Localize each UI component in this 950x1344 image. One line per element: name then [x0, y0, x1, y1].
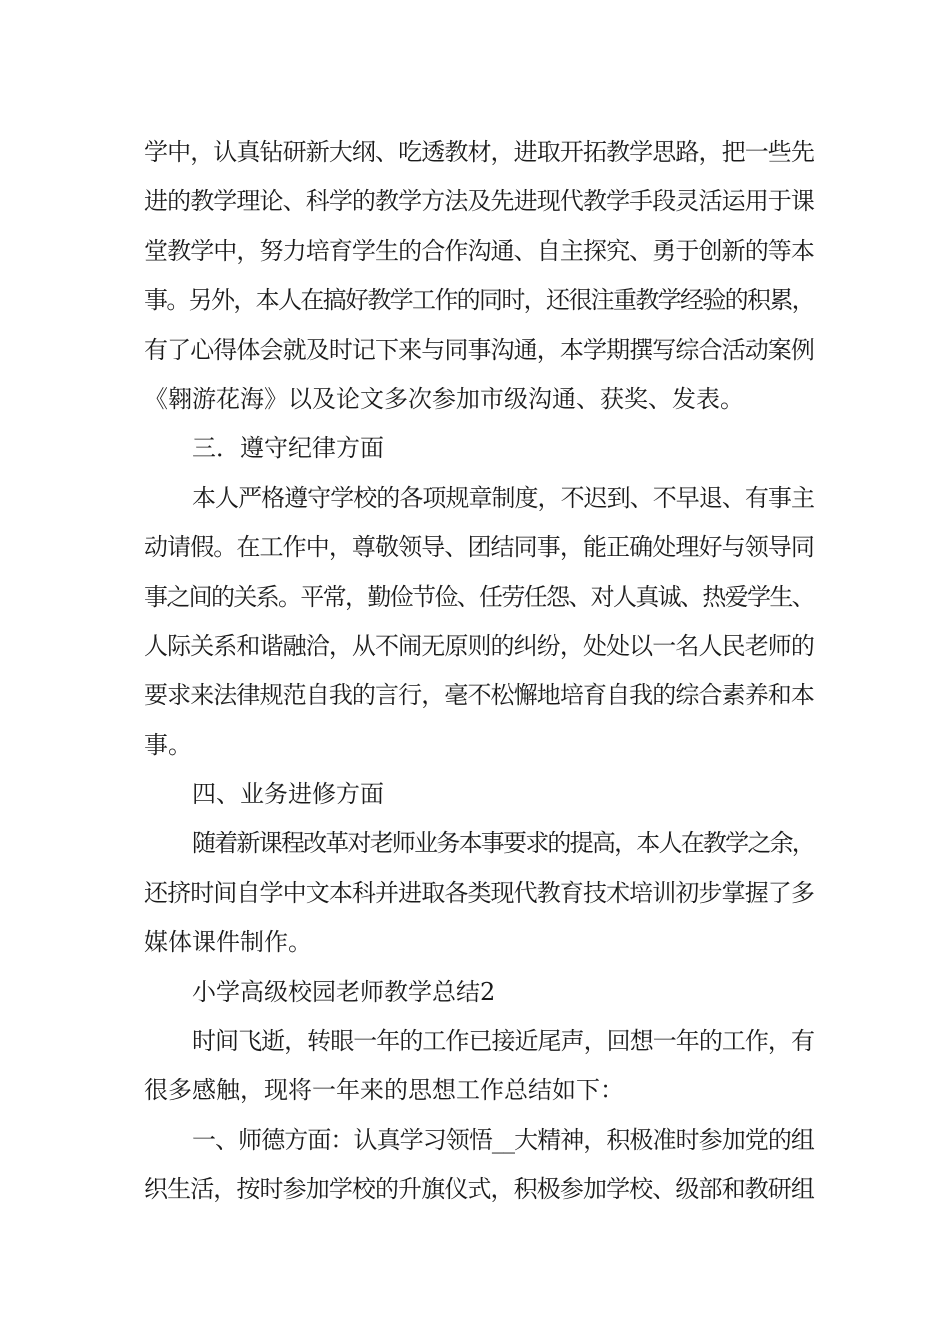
text-line: 还挤时间自学中文本科并进取各类现代教育技术培训初步掌握了多: [144, 878, 814, 907]
text-line: 事。: [144, 730, 192, 759]
text-line: 有了心得体会就及时记下来与同事沟通，本学期撰写综合活动案例: [144, 335, 814, 364]
text-line: 人际关系和谐融洽，从不闹无原则的纠纷，处处以一名人民老师的: [144, 631, 814, 660]
text-line: 时间飞逝，转眼一年的工作已接近尾声，回想一年的工作，有: [192, 1027, 814, 1056]
section-heading: 四、业务进修方面: [192, 780, 384, 809]
section-heading: 三．遵守纪律方面: [192, 434, 384, 463]
text-line: 进的教学理论、科学的教学方法及先进现代教学手段灵活运用于课: [144, 187, 814, 216]
text-line: 织生活，按时参加学校的升旗仪式，积极参加学校、级部和教研组: [144, 1175, 814, 1204]
text-line: 《翱游花海》以及论文多次参加市级沟通、获奖、发表。: [144, 384, 744, 413]
text-line: 媒体课件制作。: [144, 928, 312, 957]
text-line: 一、师德方面：认真学习领悟__大精神，积极准时参加党的组: [192, 1125, 814, 1154]
text-line: 学中，认真钻研新大纲、吃透教材，进取开拓教学思路，把一些先: [144, 138, 814, 166]
document-subtitle: 小学高级校园老师教学总结2: [192, 977, 496, 1006]
text-line: 很多感触，现将一年来的思想工作总结如下：: [144, 1076, 624, 1105]
text-line: 堂教学中，努力培育学生的合作沟通、自主探究、勇于创新的等本: [144, 236, 814, 265]
text-line: 随着新课程改革对老师业务本事要求的提高，本人在教学之余，: [192, 829, 814, 858]
text-line: 要求来法律规范自我的言行，毫不松懈地培育自我的综合素养和本: [144, 681, 814, 710]
text-line: 事之间的关系。平常，勤俭节俭、任劳任怨、对人真诚、热爱学生、: [144, 582, 814, 611]
text-line: 本人严格遵守学校的各项规章制度，不迟到、不早退、有事主: [192, 483, 814, 512]
text-line: 动请假。在工作中，尊敬领导、团结同事，能正确处理好与领导同: [144, 533, 814, 562]
text-line: 事。另外，本人在搞好教学工作的同时，还很注重教学经验的积累，: [144, 286, 814, 315]
document-body: [144, 128, 814, 1215]
